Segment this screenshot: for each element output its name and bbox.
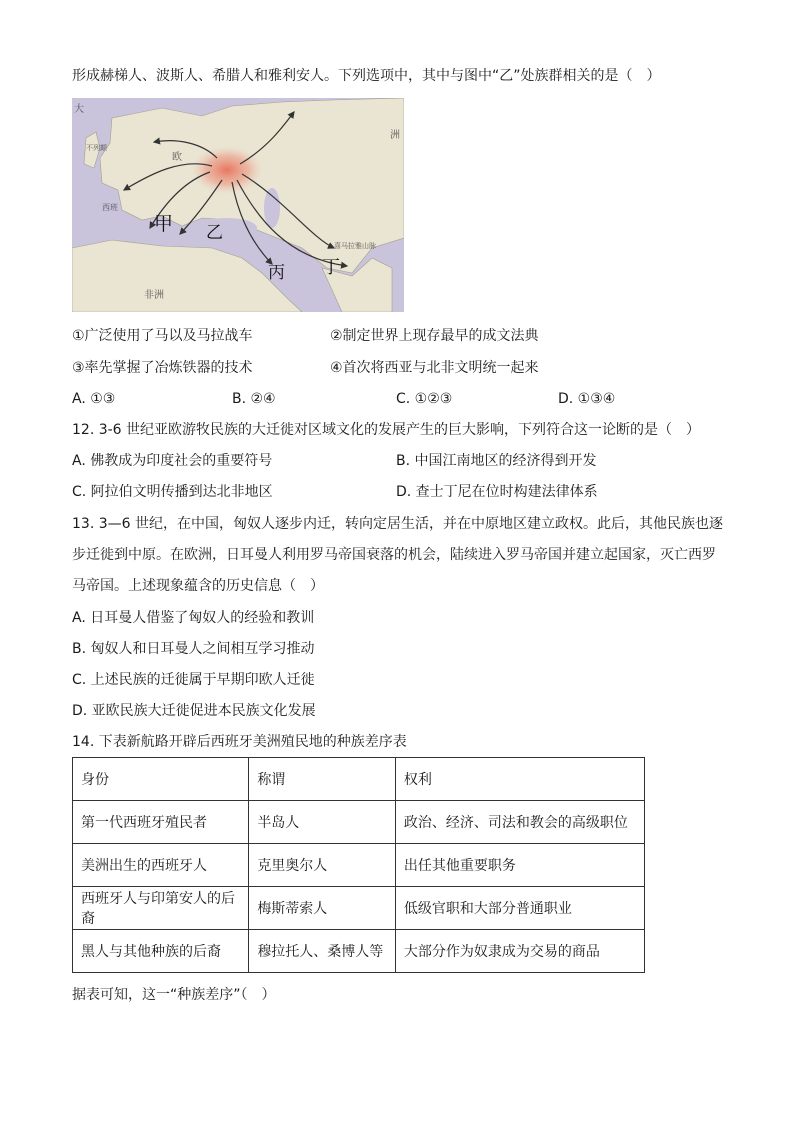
map-label-daxi: 大 [74,104,84,115]
q12-choice-a[interactable]: A. 佛教成为印度社会的重要符号 [72,453,273,469]
q14-stem: 14. 下表新航路开辟后西班牙美洲殖民地的种族差序表 [72,734,407,750]
q11-stem-tail: 形成赫梯人、波斯人、希腊人和雅利安人。下列选项中，其中与图中“乙”处族群相关的是（ ） [72,68,661,84]
table-cell: 穆拉托人、桑博人等 [249,930,396,973]
map-label-yi: 乙 [206,223,223,243]
q13-choice-d[interactable]: D. 亚欧民族大迁徙促进本民族文化发展 [72,703,316,719]
map-label-bing: 丙 [268,263,285,283]
map-label-africa: 非洲 [144,290,164,301]
q13-choice-a[interactable]: A. 日耳曼人借鉴了匈奴人的经验和教训 [72,610,315,626]
table-cell: 大部分作为奴隶成为交易的商品 [395,930,644,973]
race-hierarchy-table [72,757,645,973]
map-label-xiban: 西班 [102,203,118,212]
map-label-buli: 不列颠 [86,144,107,152]
table-cell: 政治、经济、司法和教会的高级职位 [395,801,644,844]
q13-choice-c[interactable]: C. 上述民族的迁徙属于早期印欧人迁徙 [72,672,315,688]
q11-choice-b[interactable]: B. ②④ [232,391,276,407]
map-label-mountains: 喜马拉雅山脉 [334,242,376,250]
q13-stem-line-1: 13. 3—6 世纪，在中国，匈奴人逐步内迁，转向定居生活，并在中原地区建立政权。此后，其他民族也逐 [72,516,723,532]
table-row [73,801,645,844]
q12-choice-d[interactable]: D. 查士丁尼在位时构建法律体系 [396,484,598,500]
table-cell: 梅斯蒂索人 [249,887,396,930]
q11-item-4: ④首次将西亚与北非文明统一起来 [330,360,539,376]
table-cell: 低级官职和大部分普通职业 [395,887,644,930]
q12-stem: 12. 3-6 世纪亚欧游牧民族的大迁徙对区域文化的发展产生的巨大影响，下列符合这一论断的是（ ） [72,422,701,438]
table-cell: 克里奥尔人 [249,844,396,887]
table-cell: 第一代西班牙殖民者 [73,801,249,844]
q13-stem-line-2: 步迁徙到中原。在欧洲，日耳曼人利用罗马帝国衰落的机会，陆续进入罗马帝国并建立起国家，灭亡西罗 [72,547,716,563]
caspian-sea [264,188,280,228]
table-cell: 美洲出生的西班牙人 [73,844,249,887]
table-cell: 西班牙人与印第安人的后裔 [73,887,249,930]
table-row [73,887,645,930]
map-label-jia: 甲 [154,213,174,235]
table-header-cell: 称谓 [249,758,396,801]
q11-choice-d[interactable]: D. ①③④ [558,391,616,407]
map-label-asia: 洲 [390,130,400,141]
q13-choice-b[interactable]: B. 匈奴人和日耳曼人之间相互学习推动 [72,641,315,657]
q14-tail: 据表可知，这一“种族差序”（ ） [72,987,276,1003]
q11-item-1: ①广泛使用了马以及马拉战车 [72,328,253,344]
table-cell: 出任其他重要职务 [395,844,644,887]
table-row [73,844,645,887]
migration-map [72,98,404,312]
table-header-cell: 权利 [395,758,644,801]
q11-item-2: ②制定世界上现存最早的成文法典 [330,328,539,344]
table-cell: 半岛人 [249,801,396,844]
q12-choice-c[interactable]: C. 阿拉伯文明传播到达北非地区 [72,484,273,500]
map-label-ding: 丁 [322,257,340,278]
table-row [73,930,645,973]
map-label-europe: 欧 [172,152,182,163]
table-header-row [73,758,645,801]
table-cell: 黑人与其他种族的后裔 [73,930,249,973]
q11-choice-c[interactable]: C. ①②③ [396,391,453,407]
q11-item-3: ③率先掌握了冶炼铁器的技术 [72,360,253,376]
table-header-cell: 身份 [73,758,249,801]
origin-area [191,146,263,194]
q12-choice-b[interactable]: B. 中国江南地区的经济得到开发 [396,453,597,469]
q13-stem-line-3: 马帝国。上述现象蕴含的历史信息（ ） [72,578,324,594]
q11-choice-a[interactable]: A. ①③ [72,391,116,407]
